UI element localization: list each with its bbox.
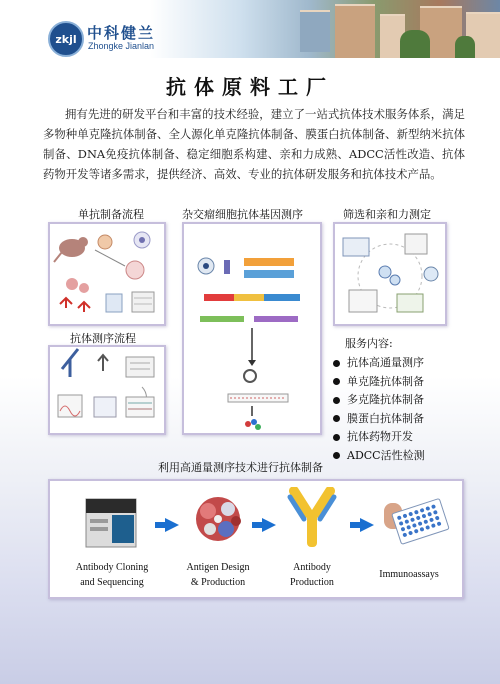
bullet-icon [333,415,340,422]
list-item: 多克隆抗体制备 [333,391,425,410]
company-logo-icon: zkjl [48,21,84,57]
section-title-hybridoma-sequencing: 杂交瘤细胞抗体基因测序 [182,208,303,221]
page-title: 抗体原料工厂 [166,75,334,99]
arrow-shaft [350,522,362,528]
services-list [333,354,425,465]
monoclonal-flow-illustration [50,224,164,324]
bullet-icon [333,452,340,459]
bullet-icon [333,434,340,441]
affinity-cycle-illustration [335,224,445,324]
bullet-icon [333,397,340,404]
hybridoma-flow-illustration [184,224,320,433]
list-item: 抗体高通量测序 [333,354,425,373]
arrow-right-icon [262,518,276,532]
affinity-screening-diagram [333,222,447,326]
company-name-en: Zhongke Jianlan [88,41,155,51]
arrow-right-icon [165,518,179,532]
hts-workflow-panel [48,479,464,599]
bullet-icon [333,378,340,385]
tree-image [455,36,475,58]
list-item: 单克隆抗体制备 [333,373,425,392]
antibody-sequencing-diagram [48,345,166,435]
list-item: 膜蛋白抗体制备 [333,410,425,429]
building-image [335,4,375,58]
step-caption: Antigen Design & Production [186,562,250,588]
protein-structure-icon [188,489,252,553]
hybridoma-sequencing-diagram [182,222,322,435]
arrow-shaft [155,522,167,528]
company-name-cn: 中科健兰 [87,24,156,42]
sequencer-icon [82,491,142,551]
intro-paragraph: 拥有先进的研发平台和丰富的技术经验，建立了一站式抗体技术服务体系，满足多物种单克隆抗体制备、全人源化单克隆抗体制备、膜蛋白抗体制备、新型纳米抗体制备、DNA免疫抗体制备、稳定细胞系构建、亲和力成熟、ADCC活性改造、抗体药物开发等诸多需求，提供经济、高效、专业的抗体研发服务和抗体技术产品。 [43,107,465,181]
section-title-affinity: 筛选和亲和力测定 [343,208,431,221]
step-caption: Antibody Production [290,562,334,588]
building-image [300,10,330,52]
arrow-right-icon [360,518,374,532]
tree-image [400,30,430,58]
section-title-hts: 利用高通量测序技术进行抗体制备 [158,461,323,474]
list-item: ADCC活性检测 [333,447,425,466]
services-heading: 服务内容: [345,337,393,350]
monoclonal-flow-diagram [48,222,166,326]
sequencing-flow-illustration [50,347,164,433]
list-item: 抗体药物开发 [333,428,425,447]
step-caption: Immunoassays [379,569,439,580]
arrow-shaft [252,522,264,528]
section-title-antibody-sequencing: 抗体测序流程 [70,332,136,345]
bullet-icon [333,360,340,367]
antibody-icon [282,487,342,553]
section-title-monoclonal: 单抗制备流程 [78,208,144,221]
step-caption: Antibody Cloning and Sequencing [75,562,149,588]
assay-plate-icon [384,493,450,551]
